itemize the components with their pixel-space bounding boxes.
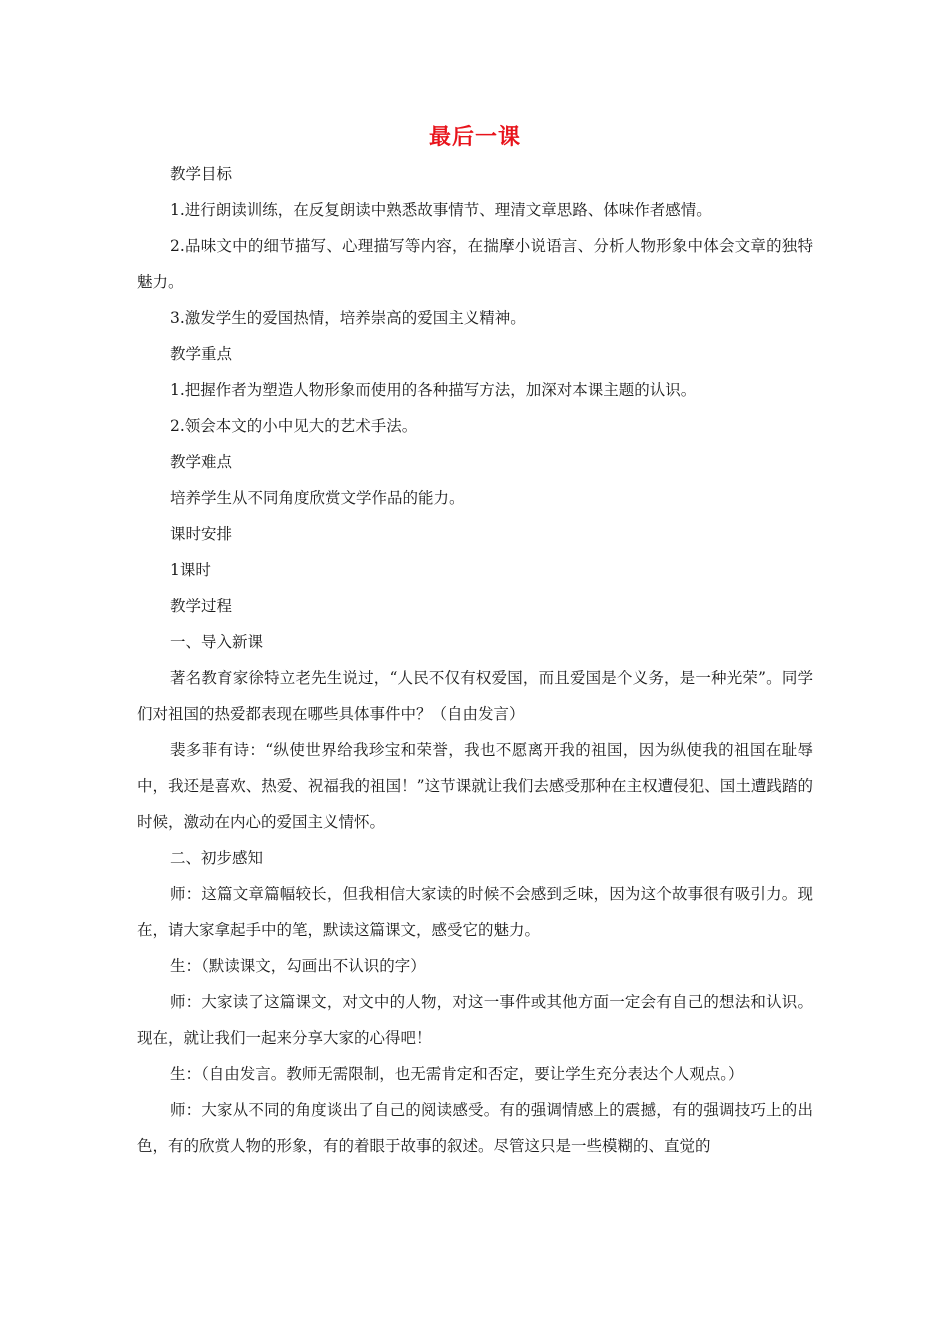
paragraph: 著名教育家徐特立老先生说过，“人民不仅有权爱国，而且爱国是个义务，是一种光荣”。同学们对祖国的热爱都表现在哪些具体事件中？（自由发言）: [137, 669, 813, 723]
paragraph: 3.激发学生的爱国热情，培养崇高的爱国主义精神。: [170, 309, 526, 327]
section-heading: 二、初步感知: [170, 849, 264, 867]
paragraph: 2.领会本文的小中见大的艺术手法。: [170, 417, 418, 435]
paragraph: 1.进行朗读训练，在反复朗读中熟悉故事情节、理清文章思路、体味作者感情。: [170, 201, 712, 219]
paragraph: 师：大家从不同的角度谈出了自己的阅读感受。有的强调情感上的震撼，有的强调技巧上的出色，有的欣赏人物的形象，有的着眼于故事的叙述。尽管这只是一些模糊的、直觉的: [137, 1101, 813, 1155]
paragraph: 生：（默读课文，勾画出不认识的字）: [170, 957, 426, 975]
paragraph: 师：大家读了这篇课文，对文中的人物，对这一事件或其他方面一定会有自己的想法和认识。现在，就让我们一起来分享大家的心得吧！: [137, 993, 813, 1047]
heading-schedule: 课时安排: [170, 525, 233, 543]
heading-teaching-difficulty: 教学难点: [170, 453, 233, 471]
heading-teaching-process: 教学过程: [170, 597, 233, 615]
paragraph: 培养学生从不同角度欣赏文学作品的能力。: [170, 489, 465, 507]
paragraph: 1课时: [170, 561, 211, 579]
paragraph: 2.品味文中的细节描写、心理描写等内容，在揣摩小说语言、分析人物形象中体会文章的独特魅力。: [137, 237, 813, 291]
document-title: 最后一课: [428, 125, 521, 150]
heading-teaching-focus: 教学重点: [170, 345, 233, 363]
paragraph: 1.把握作者为塑造人物形象而使用的各种描写方法，加深对本课主题的认识。: [170, 381, 697, 399]
paragraph: 裴多菲有诗：“纵使世界给我珍宝和荣誉，我也不愿离开我的祖国，因为纵使我的祖国在耻辱中，我还是喜欢、热爱、祝福我的祖国！”这节课就让我们去感受那种在主权遭侵犯、国土遭践踏的时候，激动在内心的爱国主义情怀。: [137, 741, 813, 831]
section-heading: 一、导入新课: [170, 633, 264, 651]
document-body: [137, 156, 813, 1164]
paragraph: 生：（自由发言。教师无需限制，也无需肯定和否定，要让学生充分表达个人观点。）: [170, 1065, 744, 1083]
heading-teaching-goals: 教学目标: [170, 165, 233, 183]
paragraph: 师：这篇文章篇幅较长，但我相信大家读的时候不会感到乏味，因为这个故事很有吸引力。现在，请大家拿起手中的笔，默读这篇课文，感受它的魅力。: [137, 885, 813, 939]
